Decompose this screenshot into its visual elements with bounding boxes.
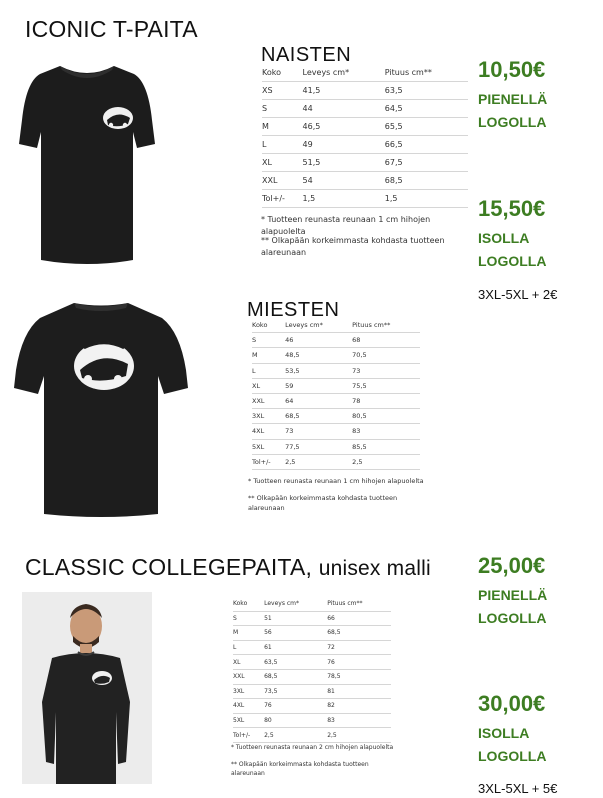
- college-label-large-1: ISOLLA: [478, 725, 530, 741]
- table-cell: 49: [303, 136, 385, 154]
- table-cell: 46: [285, 333, 352, 348]
- large-logo-icon: [74, 342, 134, 390]
- column-header: Pituus cm**: [385, 64, 468, 82]
- table-row: [252, 409, 420, 424]
- college-note-width: * Tuotteen reunasta reunaan 2 cm hihojen alapuolelta: [231, 744, 394, 751]
- table-cell: 80: [264, 713, 327, 728]
- table-cell: 2,5: [327, 728, 391, 743]
- college-note-length: ** Olkapään korkeimmasta kohdasta tuotteen alareunaan: [231, 761, 369, 778]
- table-cell: M: [262, 118, 303, 136]
- table-cell: 41,5: [303, 82, 385, 100]
- table-cell: 1,5: [303, 190, 385, 208]
- table-cell: XXL: [233, 669, 264, 684]
- table-cell: 2,5: [352, 454, 420, 469]
- table-cell: Tol+/-: [262, 190, 303, 208]
- tshirt-title: ICONIC T-PAITA: [25, 16, 198, 42]
- small-logo-icon: [103, 107, 133, 129]
- table-cell: 78: [352, 393, 420, 408]
- table-header-row: [262, 64, 468, 82]
- table-row: [262, 82, 468, 100]
- table-row: [233, 699, 391, 714]
- college-size-table: [233, 597, 391, 743]
- college-model-photo: [22, 592, 152, 784]
- table-cell: 68,5: [327, 626, 391, 641]
- table-cell: 63,5: [385, 82, 468, 100]
- mens-tshirt-image: [12, 298, 190, 523]
- table-header-row: [252, 318, 420, 333]
- college-extra-size-fee: 3XL-5XL + 5€: [478, 781, 558, 796]
- table-row: [233, 669, 391, 684]
- table-cell: 64: [285, 393, 352, 408]
- table-cell: 78,5: [327, 669, 391, 684]
- table-cell: 59: [285, 378, 352, 393]
- table-cell: 61: [264, 640, 327, 655]
- table-cell: 65,5: [385, 118, 468, 136]
- tshirt-price-small-logo: 10,50€: [478, 57, 546, 82]
- table-row: [252, 348, 420, 363]
- table-cell: 66,5: [385, 136, 468, 154]
- table-cell: 82: [327, 699, 391, 714]
- table-row: [252, 424, 420, 439]
- column-header: Pituus cm**: [352, 318, 420, 333]
- table-row: [252, 378, 420, 393]
- table-row: [262, 118, 468, 136]
- table-cell: 53,5: [285, 363, 352, 378]
- table-cell: 85,5: [352, 439, 420, 454]
- mens-size-table: [252, 318, 420, 470]
- table-cell: L: [252, 363, 285, 378]
- table-cell: 5XL: [233, 713, 264, 728]
- table-row: [262, 172, 468, 190]
- womens-note-width: * Tuotteen reunasta reunaan 1 cm hihojen alapuolelta: [261, 215, 431, 237]
- table-row: [262, 190, 468, 208]
- mens-note-width: * Tuotteen reunasta reunaan 1 cm hihojen alapuolelta: [248, 477, 424, 485]
- table-cell: 83: [352, 424, 420, 439]
- table-cell: 81: [327, 684, 391, 699]
- table-cell: 75,5: [352, 378, 420, 393]
- womens-size-heading: NAISTEN: [261, 44, 352, 66]
- table-cell: XL: [233, 655, 264, 670]
- table-cell: S: [262, 100, 303, 118]
- table-cell: 66: [327, 611, 391, 626]
- table-cell: M: [252, 348, 285, 363]
- table-cell: 80,5: [352, 409, 420, 424]
- table-cell: XL: [262, 154, 303, 172]
- womens-note-length: ** Olkapään korkeimmasta kohdasta tuotteen alareunaan: [261, 236, 445, 258]
- tshirt-price-large-logo: 15,50€: [478, 196, 546, 221]
- table-cell: M: [233, 626, 264, 641]
- table-row: [262, 154, 468, 172]
- table-cell: L: [233, 640, 264, 655]
- table-cell: 73: [352, 363, 420, 378]
- table-cell: 48,5: [285, 348, 352, 363]
- table-cell: 46,5: [303, 118, 385, 136]
- college-title-subtitle: unisex malli: [318, 557, 431, 580]
- table-cell: 70,5: [352, 348, 420, 363]
- table-cell: 63,5: [264, 655, 327, 670]
- table-cell: 44: [303, 100, 385, 118]
- table-cell: 83: [327, 713, 391, 728]
- table-cell: 68,5: [285, 409, 352, 424]
- table-row: [233, 611, 391, 626]
- table-header-row: [233, 597, 391, 611]
- table-row: [252, 363, 420, 378]
- table-cell: S: [233, 611, 264, 626]
- table-cell: 51: [264, 611, 327, 626]
- column-header: Koko: [233, 597, 264, 611]
- college-price-large-logo: 30,00€: [478, 691, 546, 716]
- column-header: Koko: [252, 318, 285, 333]
- table-row: [252, 333, 420, 348]
- table-cell: XL: [252, 378, 285, 393]
- table-cell: 51,5: [303, 154, 385, 172]
- table-row: [252, 439, 420, 454]
- table-cell: 4XL: [252, 424, 285, 439]
- table-row: [233, 626, 391, 641]
- table-cell: XXL: [262, 172, 303, 190]
- tshirt-label-large-2: LOGOLLA: [478, 253, 547, 269]
- college-title-main: CLASSIC COLLEGEPAITA,: [25, 554, 313, 580]
- table-cell: 73,5: [264, 684, 327, 699]
- table-cell: S: [252, 333, 285, 348]
- table-row: [262, 136, 468, 154]
- table-row: [233, 655, 391, 670]
- column-header: Koko: [262, 64, 303, 82]
- table-row: [233, 684, 391, 699]
- table-row: [252, 393, 420, 408]
- table-row: [233, 713, 391, 728]
- table-row: [233, 728, 391, 743]
- table-cell: 77,5: [285, 439, 352, 454]
- column-header: Leveys cm*: [264, 597, 327, 611]
- college-label-small-2: LOGOLLA: [478, 610, 547, 626]
- table-cell: L: [262, 136, 303, 154]
- womens-size-table: [262, 64, 468, 208]
- table-cell: 3XL: [252, 409, 285, 424]
- mens-size-heading: MIESTEN: [247, 299, 340, 321]
- column-header: Leveys cm*: [285, 318, 352, 333]
- table-row: [262, 100, 468, 118]
- table-cell: 56: [264, 626, 327, 641]
- womens-tshirt-image: [12, 58, 162, 268]
- table-cell: 76: [264, 699, 327, 714]
- table-cell: 72: [327, 640, 391, 655]
- tshirt-label-small-1: PIENELLÄ: [478, 91, 548, 107]
- table-cell: XXL: [252, 393, 285, 408]
- table-cell: 2,5: [264, 728, 327, 743]
- tshirt-label-small-2: LOGOLLA: [478, 114, 547, 130]
- table-cell: 54: [303, 172, 385, 190]
- table-cell: 76: [327, 655, 391, 670]
- table-cell: Tol+/-: [252, 454, 285, 469]
- college-logo-icon: [92, 671, 112, 685]
- column-header: Leveys cm*: [303, 64, 385, 82]
- college-price-small-logo: 25,00€: [478, 553, 546, 578]
- table-cell: 73: [285, 424, 352, 439]
- tshirt-label-large-1: ISOLLA: [478, 230, 530, 246]
- table-cell: XS: [262, 82, 303, 100]
- table-cell: 68,5: [264, 669, 327, 684]
- table-cell: 68: [352, 333, 420, 348]
- mens-note-length: ** Olkapään korkeimmasta kohdasta tuotteen alareunaan: [248, 494, 398, 513]
- table-cell: Tol+/-: [233, 728, 264, 743]
- college-label-large-2: LOGOLLA: [478, 748, 547, 764]
- college-label-small-1: PIENELLÄ: [478, 587, 548, 603]
- table-row: [252, 454, 420, 469]
- table-cell: 2,5: [285, 454, 352, 469]
- table-cell: 67,5: [385, 154, 468, 172]
- tshirt-extra-size-fee: 3XL-5XL + 2€: [478, 287, 558, 302]
- college-title: [25, 554, 431, 581]
- table-row: [233, 640, 391, 655]
- table-cell: 68,5: [385, 172, 468, 190]
- table-cell: 1,5: [385, 190, 468, 208]
- column-header: Pituus cm**: [327, 597, 391, 611]
- table-cell: 3XL: [233, 684, 264, 699]
- table-cell: 64,5: [385, 100, 468, 118]
- table-cell: 5XL: [252, 439, 285, 454]
- table-cell: 4XL: [233, 699, 264, 714]
